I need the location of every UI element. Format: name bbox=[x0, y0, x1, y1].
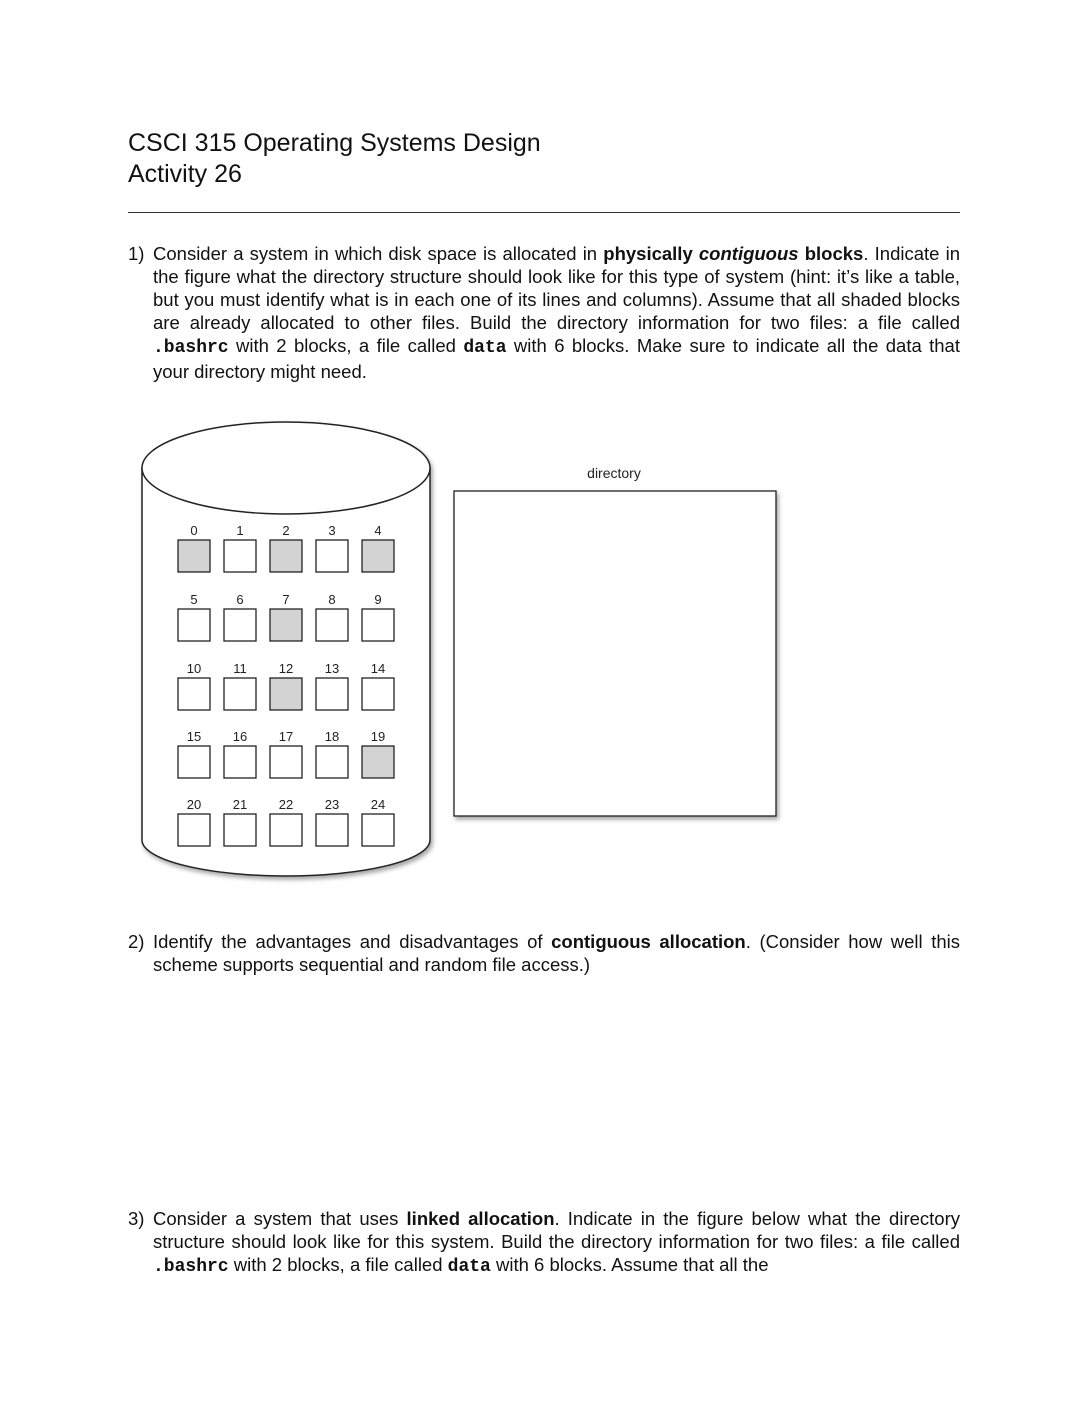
block-number-label: 22 bbox=[278, 797, 294, 812]
free-block bbox=[270, 814, 302, 846]
free-block bbox=[362, 609, 394, 641]
block-number-label: 10 bbox=[186, 661, 202, 676]
text-run: with 2 blocks, a file called bbox=[228, 1254, 448, 1275]
allocated-block bbox=[362, 746, 394, 778]
block-number-label: 14 bbox=[370, 661, 386, 676]
block-number-label: 16 bbox=[232, 729, 248, 744]
bold-text: linked allocation bbox=[406, 1208, 555, 1229]
free-block bbox=[178, 814, 210, 846]
free-block bbox=[224, 609, 256, 641]
block-number-label: 7 bbox=[282, 592, 290, 607]
allocated-block bbox=[362, 540, 394, 572]
block-number-label: 4 bbox=[374, 523, 382, 538]
question-3 bbox=[128, 1207, 960, 1279]
allocated-block bbox=[270, 540, 302, 572]
disk-figure bbox=[0, 410, 1088, 900]
free-block bbox=[178, 746, 210, 778]
text-run: Identify the advantages and disadvantages of bbox=[153, 931, 552, 952]
free-block bbox=[224, 746, 256, 778]
question-1 bbox=[128, 242, 960, 383]
block-number-label: 17 bbox=[278, 729, 294, 744]
free-block bbox=[224, 678, 256, 710]
free-block bbox=[270, 746, 302, 778]
filename-code: data bbox=[447, 1257, 491, 1277]
block-number-label: 9 bbox=[374, 592, 382, 607]
text-run: . Indicate in the figure below what the directory structure should look like for this system. Build the directory information for two files: a file called bbox=[153, 1208, 960, 1252]
free-block bbox=[178, 609, 210, 641]
directory-label: directory bbox=[587, 465, 641, 481]
text-run: . Indicate in the figure what the directory structure should look like for this type of system (hint: it’s like a table, but you must identify what is in each one of its lines and columns). Assume that all shaded blocks are already allocated to other files. Build the directory information for two files: a file called bbox=[153, 243, 960, 333]
free-block bbox=[362, 678, 394, 710]
allocated-block bbox=[270, 678, 302, 710]
block-number-label: 15 bbox=[186, 729, 202, 744]
block-number-label: 8 bbox=[328, 592, 336, 607]
bold-italic-text: contiguous bbox=[698, 243, 799, 264]
header-divider bbox=[128, 212, 960, 213]
question-text bbox=[153, 930, 960, 976]
text-run: Consider a system that uses bbox=[153, 1208, 407, 1229]
text-run: with 6 blocks. Assume that all the bbox=[490, 1254, 769, 1275]
question-number: 2) bbox=[128, 931, 145, 952]
directory-box bbox=[454, 491, 776, 816]
filename-code: data bbox=[463, 338, 507, 358]
block-number-label: 1 bbox=[236, 523, 244, 538]
question-number: 3) bbox=[128, 1208, 145, 1229]
block-number-label: 24 bbox=[370, 797, 386, 812]
block-number-label: 19 bbox=[370, 729, 386, 744]
free-block bbox=[316, 746, 348, 778]
filename-code: .bashrc bbox=[153, 338, 229, 358]
block-number-label: 11 bbox=[233, 661, 247, 676]
free-block bbox=[224, 814, 256, 846]
bold-text: blocks bbox=[798, 243, 864, 264]
question-number: 1) bbox=[128, 243, 145, 264]
document-title bbox=[128, 128, 541, 190]
text-run: with 6 blocks. Make sure to indicate all the data that your directory might need. bbox=[153, 335, 960, 382]
block-number-label: 23 bbox=[324, 797, 340, 812]
block-number-label: 0 bbox=[190, 523, 198, 538]
block-number-label: 21 bbox=[232, 797, 248, 812]
free-block bbox=[178, 678, 210, 710]
bold-text: contiguous allocation bbox=[551, 931, 746, 952]
block-number-label: 6 bbox=[236, 592, 244, 607]
free-block bbox=[316, 609, 348, 641]
block-number-label: 13 bbox=[324, 661, 340, 676]
free-block bbox=[362, 814, 394, 846]
text-run: Consider a system in which disk space is allocated in bbox=[153, 243, 604, 264]
question-text bbox=[153, 242, 960, 383]
text-run: with 2 blocks, a file called bbox=[228, 335, 464, 356]
text-run: . (Consider how well this scheme supports sequential and random file access.) bbox=[153, 931, 961, 975]
block-number-label: 2 bbox=[282, 523, 290, 538]
free-block bbox=[224, 540, 256, 572]
block-number-label: 5 bbox=[190, 592, 198, 607]
course-title: CSCI 315 Operating Systems Design bbox=[128, 129, 541, 157]
filename-code: .bashrc bbox=[153, 1257, 229, 1277]
allocated-block bbox=[270, 609, 302, 641]
bold-text: physically bbox=[603, 243, 699, 264]
free-block bbox=[316, 678, 348, 710]
question-text bbox=[153, 1207, 960, 1279]
block-number-label: 3 bbox=[328, 523, 336, 538]
block-number-label: 20 bbox=[186, 797, 202, 812]
free-block bbox=[316, 814, 348, 846]
activity-title: Activity 26 bbox=[128, 160, 242, 188]
allocated-block bbox=[178, 540, 210, 572]
block-number-label: 12 bbox=[278, 661, 294, 676]
question-2 bbox=[128, 930, 960, 976]
free-block bbox=[316, 540, 348, 572]
block-number-label: 18 bbox=[324, 729, 340, 744]
